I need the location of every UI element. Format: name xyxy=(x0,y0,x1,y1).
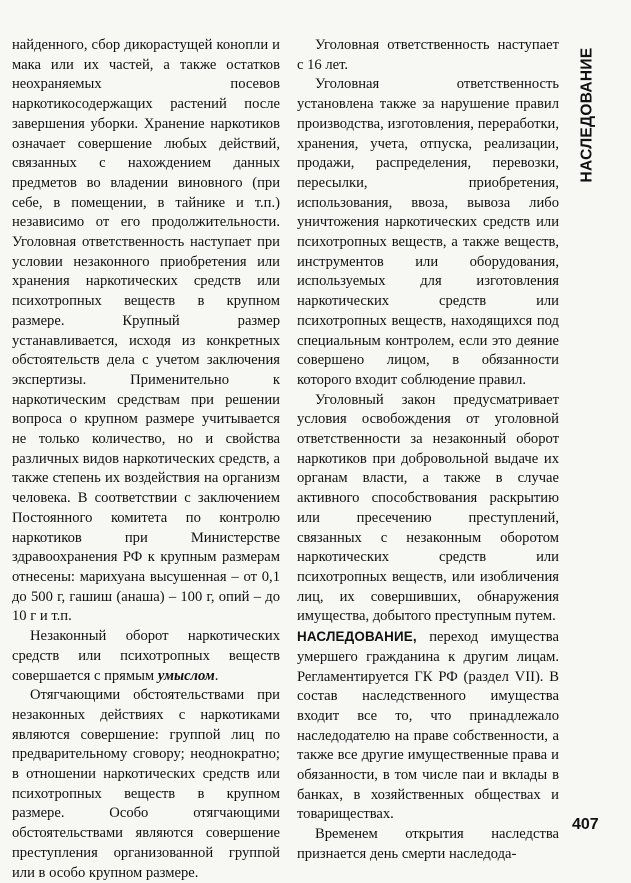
left-paragraph-1: найденного, сбор дикорастущей конопли и мака или их частей, а также остатков неохраняемых посевов наркотикосодержащих растений после завершения уборки. Хранение наркотиков означает совершение любых действий, связанных с нахождением данных предметов во владении виновного (при себе, в помещении, в тайнике и т.п.) независимо от его продолжительности. Уголовная ответственность наступает при условии незаконного приобретения или хранения наркотических средств или психотропных веществ в крупном размере. Крупный размер устанавливается, исходя из конкретных обстоятельств дела с учетом заключения экспертизы. Применительно к наркотическим средствам при решении вопроса о крупном размере учитывается не только количество, но и свойства различных видов наркотических средств, а также степень их воздействия на организм человека. В соответствии с заключением Постоянного комитета по контролю наркотиков при Министерстве здравоохранения РФ к крупным размерам отнесены: марихуана высушенная – от 0,1 до 500 г, гашиш (анаша) – 100 г, опий – до 10 г и т.п. xyxy=(12,37,280,625)
emphasis-term: умыслом xyxy=(157,667,215,684)
right-column xyxy=(297,36,559,865)
right-paragraph-3: Уголовный закон предусматривает условия освобождения от уголовной ответственности за незаконный оборот наркотиков при добровольной выдаче их органам власти, а также в случае активного способствования раскрытию или пресечению преступлений, связанных с незаконным оборотом наркотических средств или психотропных веществ, или изобличения лиц, их совершивших, обнаружения имущества, добытого преступным путем. xyxy=(297,391,559,625)
running-head-text: НАСЛЕДОВАНИЕ xyxy=(578,47,596,183)
page-number: 407 xyxy=(572,816,599,833)
right-paragraph-2: Уголовная ответственность установлена также за нарушение правил производства, изготовления, переработки, хранения, учета, отпуска, реализации, продажи, распределения, перевозки, пересылки, приобретения, использования, ввоза, вывоза либо уничтожения наркотических средств или психотропных веществ, а также веществ, инструментов или оборудования, используемых для изготовления наркотических средств или психотропных веществ, находящихся под специальным контролем, если это деяние совершено лицом, в обязанности которого входит соблюдение правил. xyxy=(297,76,559,388)
left-column xyxy=(12,36,280,883)
left-paragraph-3: Отягчающими обстоятельствами при незаконных действиях с наркотиками являются совершение: группой лиц по предварительному сговору; неоднократно; в отношении наркотических средств или психотропных веществ в крупном размере. Особо отягчающими обстоятельствами являются совершение преступления организованной группой или в особо крупном размере. xyxy=(12,687,280,881)
left-paragraph-2-end: . xyxy=(214,667,219,684)
right-paragraph-1: Уголовная ответственность наступает с 16 лет. xyxy=(297,37,559,73)
right-paragraph-5: Временем открытия наследства признается день смерти наследода- xyxy=(297,826,559,862)
entry-term: НАСЛЕДОВАНИЕ, xyxy=(297,629,417,645)
left-paragraph-2-text: Незаконный оборот наркотических средств или психотропных веществ совершается с прямым xyxy=(12,628,280,684)
running-head xyxy=(572,30,602,200)
entry-definition: переход имущества умершего гражданина к другим лицам. Регламентируется ГК РФ (раздел VII). В состав наследственного имущества входит все то, что принадлежало наследодателю на праве собственности, а также все другие имущественные права и обязанности, в том числе паи и вклады в банках, в хозяйственных обществах и товариществах. xyxy=(297,629,559,823)
left-paragraph-2 xyxy=(12,627,280,686)
dictionary-entry xyxy=(297,627,559,825)
